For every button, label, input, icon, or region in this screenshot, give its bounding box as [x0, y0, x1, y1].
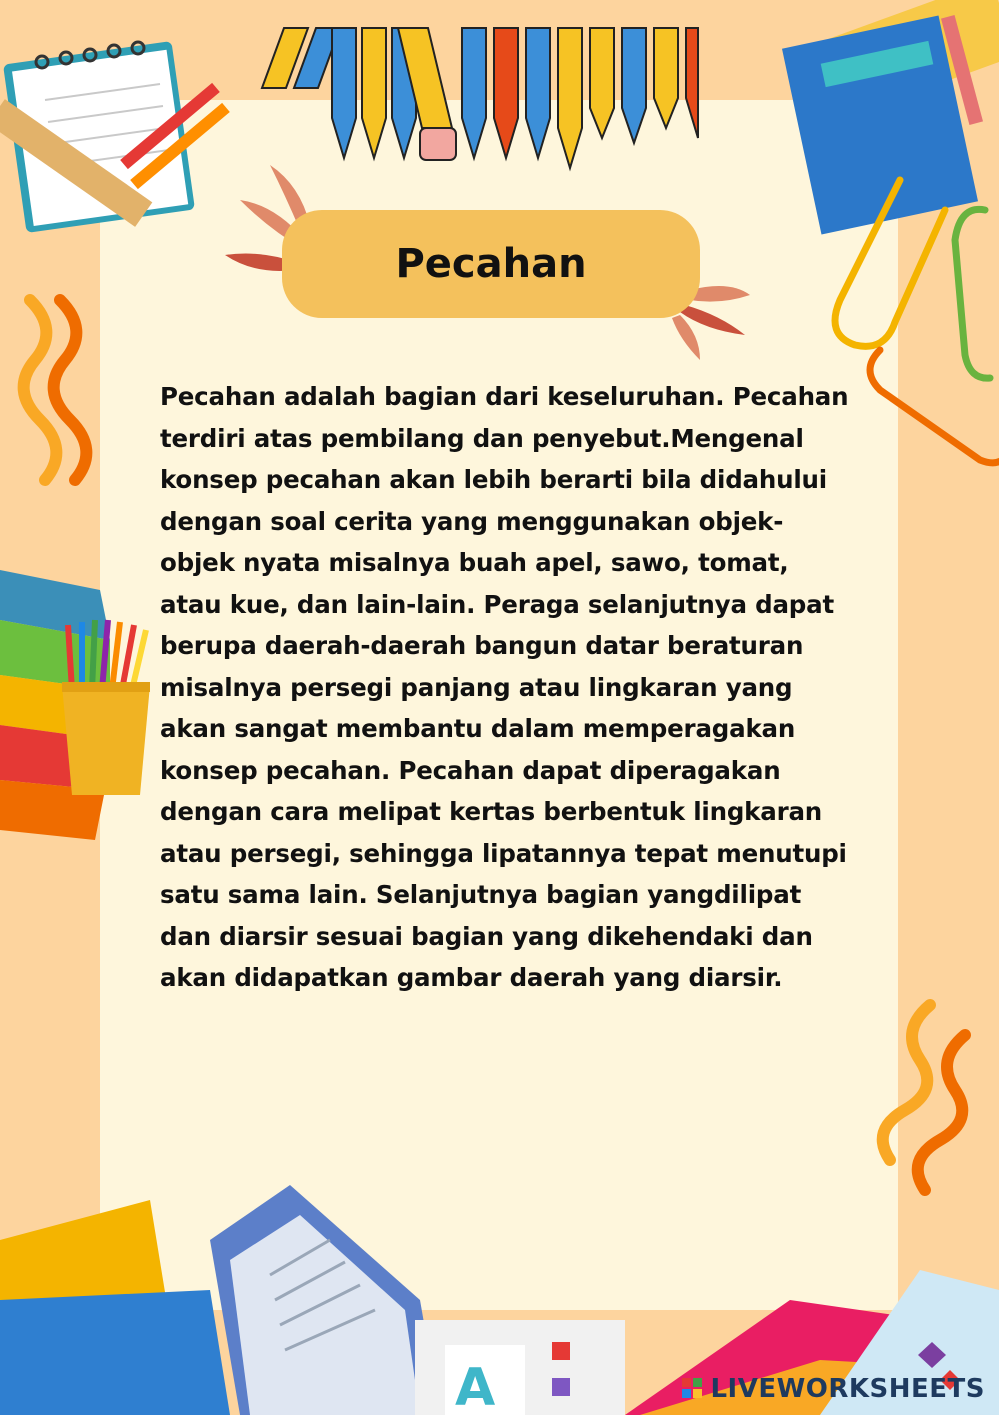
title-banner: [282, 210, 700, 318]
open-book-icon: [0, 1185, 440, 1415]
card-icon: [415, 1320, 625, 1415]
svg-text:A: A: [455, 1358, 496, 1415]
brand-watermark: [682, 1374, 985, 1404]
page-title: Pecahan: [395, 241, 587, 287]
body-paragraph: Pecahan adalah bagian dari keseluruhan. Pecahan terdiri atas pembilang dan penyebut.Mengenal konsep pecahan akan lebih berarti bila didahului dengan soal cerita yang menggunakan objek-objek nyata misalnya buah apel, sawo, tomat, atau kue, dan lain-lain. Peraga selanjutnya dapat berupa daerah-daerah bangun datar beraturan misalnya persegi panjang atau lingkaran yang akan sangat membantu dalam memperagakan konsep pecahan. Pecahan dapat diperagakan dengan cara melipat kertas berbentuk lingkaran atau persegi, sehingga lipatannya tepat menutupi satu sama lain. Selanjutnya bagian yangdilipat dan diarsir sesuai bagian yang dikehendaki dan akan didapatkan gambar daerah yang diarsir.: [160, 382, 849, 992]
squiggle-icon: [24, 300, 87, 480]
brand-label: LIVEWORKSHEETS: [710, 1374, 985, 1404]
squiggle-icon: [883, 1005, 965, 1190]
pencils-icon: [262, 28, 698, 168]
liveworksheets-logo-icon: [682, 1378, 704, 1400]
